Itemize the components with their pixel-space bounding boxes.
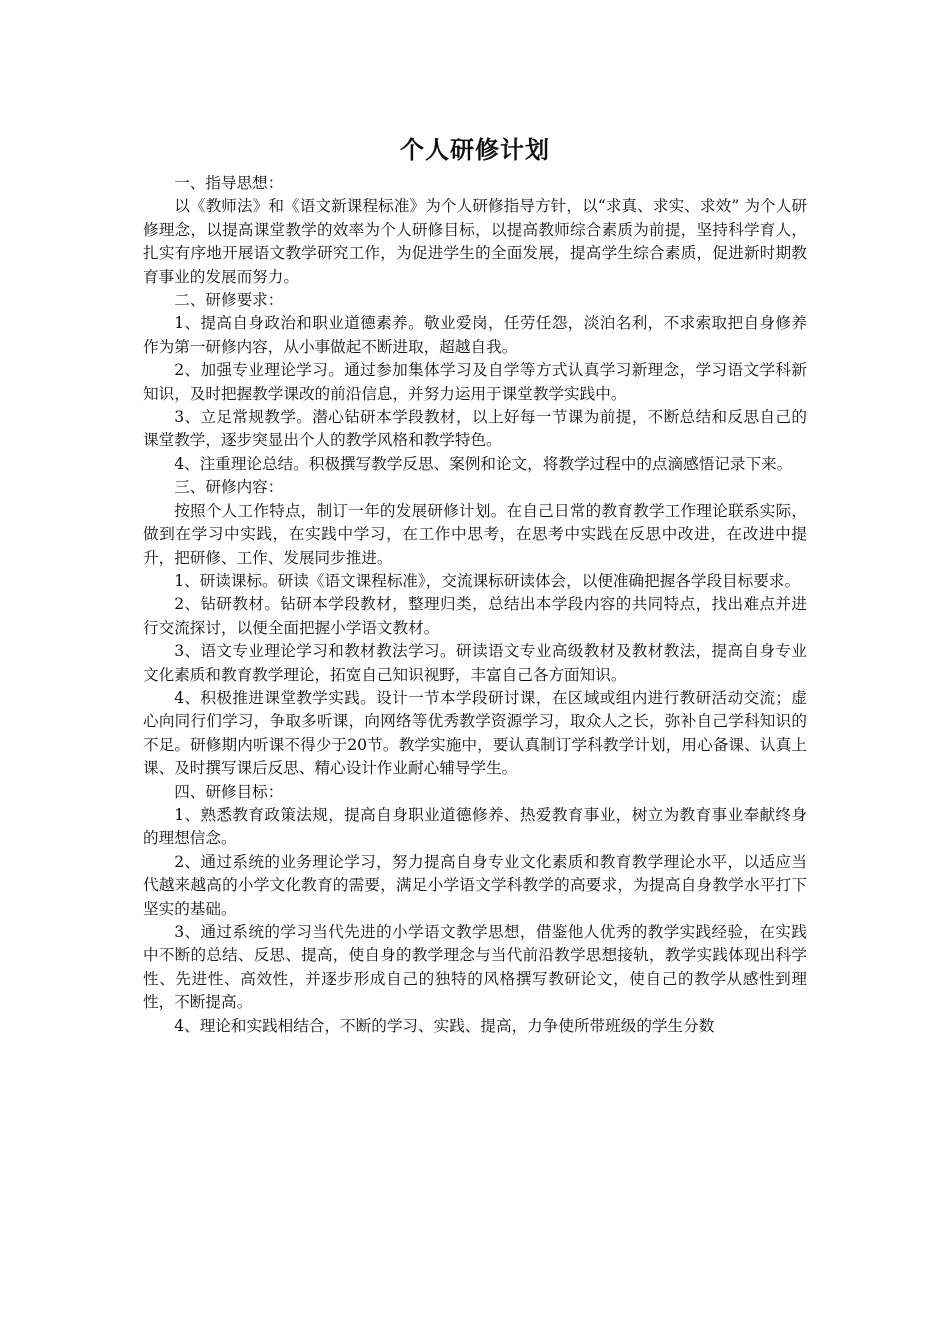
paragraph: 4、注重理论总结。积极撰写教学反思、案例和论文，将教学过程中的点滴感悟记录下来。 — [174, 454, 793, 473]
paragraph: 以《教师法》和《语文新课程标准》为个人研修指导方针，以“求真、求实、求效” 为个人研修理念，以提高课堂教学的效率为个人研修目标，以提高教师综合素质为前提，坚持科学育人，扎实有序地开展语文教学研究工作，为促进学生的全面发展，提高学生综合素质，促进新时期教育事业的发展而努力。 — [143, 197, 807, 286]
section-heading: 三、研修内容： — [174, 478, 284, 497]
paragraph: 4、积极推进课堂教学实践。设计一节本学段研讨课，在区域或组内进行教研活动交流；虚心向同行们学习，争取多听课，向网络等优秀教学资源学习，取众人之长，弥补自己学科知识的不足。研修期内听课不得少于20节。教学实施中，要认真制订学科教学计划，用心备课、认真上课、及时撰写课后反思、精心设计作业耐心辅导学生。 — [143, 688, 807, 778]
section-content — [143, 476, 807, 780]
paragraph: 1、熟悉教育政策法规，提高自身职业道德修养、热爱教育事业，树立为教育事业奉献终身的理想信念。 — [143, 805, 807, 848]
paragraph: 1、研读课标。研读《语文课程标准》，交流课标研读体会，以便准确把握各学段目标要求。 — [174, 571, 801, 590]
document-title: 个人研修计划 — [400, 135, 550, 164]
section-heading: 二、研修要求： — [174, 291, 284, 310]
paragraph: 4、理论和实践相结合，不断的学习、实践、提高，力争使所带班级的学生分数 — [174, 1016, 715, 1035]
section-guiding-thought — [143, 172, 807, 289]
paragraph: 1、提高自身政治和职业道德素养。敬业爱岗，任劳任怨，淡泊名利，不求索取把自身修养作为第一研修内容，从小事做起不断进取，超越自我。 — [143, 314, 807, 356]
paragraph: 2、通过系统的业务理论学习，努力提高自身专业文化素质和教育教学理论水平，以适应当代越来越高的小学文化教育的需要，满足小学语文学科教学的高要求，为提高自身教学水平打下坚实的基础。 — [143, 852, 807, 918]
section-heading: 四、研修目标： — [174, 782, 284, 801]
paragraph: 3、语文专业理论学习和教材教法学习。研读语文专业高级教材及教材教法，提高自身专业文化素质和教育教学理论，拓宽自己知识视野，丰富自己各方面知识。 — [143, 642, 807, 684]
paragraph: 按照个人工作特点，制订一年的发展研修计划。在自己日常的教育教学工作理论联系实际，做到在学习中实践，在实践中学习，在工作中思考，在思考中实践在反思中改进，在改进中提升，把研修、工作、发展同步推进。 — [143, 501, 807, 567]
section-goals — [143, 781, 807, 1038]
document-page — [143, 128, 807, 1038]
section-requirements — [143, 289, 807, 476]
paragraph: 3、立足常规教学。潜心钻研本学段教材，以上好每一节课为前提，不断总结和反思自己的课堂教学，逐步突显出个人的教学风格和教学特色。 — [143, 408, 807, 450]
section-heading: 一、指导思想： — [174, 174, 284, 192]
paragraph: 3、通过系统的学习当代先进的小学语文教学思想，借鉴他人优秀的教学实践经验，在实践中不断的总结、反思、提高，使自身的教学理念与当代前沿教学思想接轨，教学实践体现出科学性、先进性、高效性，并逐步形成自己的独特的风格撰写教研论文，使自己的教学从感性到理性，不断提高。 — [143, 923, 807, 1012]
paragraph: 2、加强专业理论学习。通过参加集体学习及自学等方式认真学习新理念，学习语文学科新知识，及时把握教学课改的前沿信息，并努力运用于课堂教学实践中。 — [143, 361, 807, 403]
paragraph: 2、钻研教材。钻研本学段教材，整理归类，总结出本学段内容的共同特点，找出难点并进行交流探讨，以便全面把握小学语文教材。 — [143, 595, 807, 637]
